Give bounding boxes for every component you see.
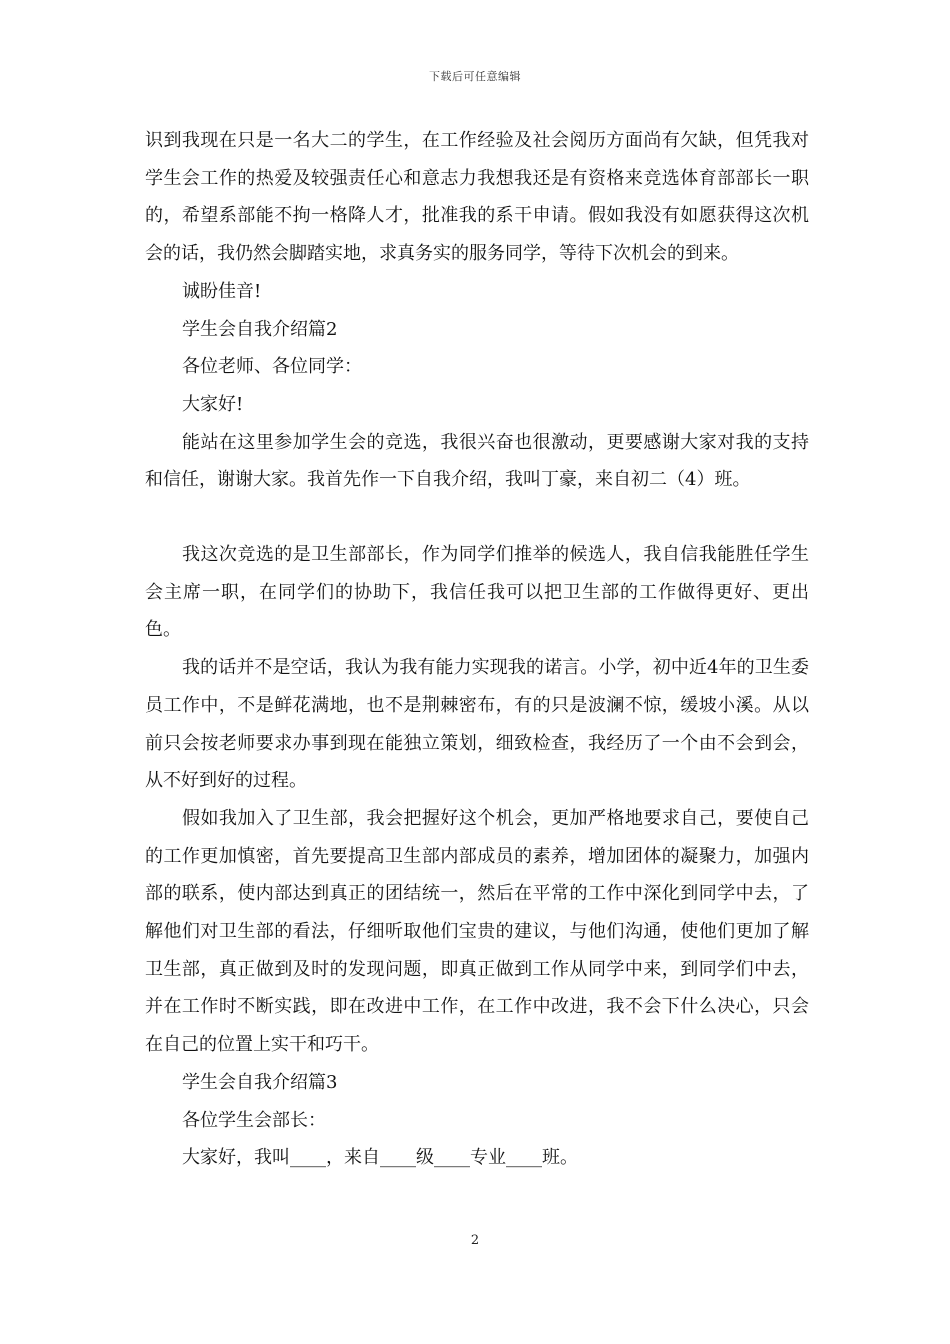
paragraph-candidacy: 我这次竞选的是卫生部部长，作为同学们推举的候选人，我自信我能胜任学生会主席一职，在同学们的协助下，我信任我可以把卫生部的工作做得更好、更出色。 bbox=[145, 544, 809, 641]
document-body bbox=[145, 122, 809, 1177]
greeting: 大家好! bbox=[182, 393, 244, 415]
section-heading-2: 学生会自我介绍篇2 bbox=[182, 318, 338, 340]
page-header: 下载后可任意编辑 bbox=[429, 70, 521, 83]
paragraph-continuation: 识到我现在只是一名大二的学生，在工作经验及社会阅历方面尚有欠缺，但凭我对学生会工作的热爱及较强责任心和意志力我想我还是有资格来竞选体育部部长一职的，希望系部能不拘一格降人才，批准我的系干申请。假如我没有如愿获得这次机会的话，我仍然会脚踏实地，求真务实的服务同学，等待下次机会的到来。 bbox=[145, 130, 809, 265]
paragraph-closing: 诚盼佳音! bbox=[182, 280, 262, 302]
paragraph-spacer bbox=[145, 499, 809, 536]
paragraph-experience: 我的话并不是空话，我认为我有能力实现我的诺言。小学，初中近4年的卫生委员工作中，不是鲜花满地，也不是荆棘密布，有的只是波澜不惊，缓坡小溪。从以前只会按老师要求办事到现在能独立策划，细致检查，我经历了一个由不会到会，从不好到好的过程。 bbox=[145, 657, 809, 792]
greeting-2: 大家好，我叫____，来自____级____专业____班。 bbox=[182, 1147, 578, 1169]
salutation: 各位老师、各位同学： bbox=[182, 356, 362, 378]
paragraph-intro: 能站在这里参加学生会的竞选，我很兴奋也很激动，更要感谢大家对我的支持和信任，谢谢大家。我首先作一下自我介绍，我叫丁豪，来自初二（4）班。 bbox=[145, 431, 809, 491]
salutation-2: 各位学生会部长： bbox=[182, 1109, 326, 1131]
section-heading-3: 学生会自我介绍篇3 bbox=[182, 1071, 338, 1093]
page-number: 2 bbox=[470, 1233, 480, 1248]
paragraph-plan: 假如我加入了卫生部，我会把握好这个机会，更加严格地要求自己，要使自己的工作更加慎密，首先要提高卫生部内部成员的素养，增加团体的凝聚力，加强内部的联系，使内部达到真正的团结统一，然后在平常的工作中深化到同学中去，了解他们对卫生部的看法，仔细听取他们宝贵的建议，与他们沟通，使他们更加了解卫生部，真正做到及时的发现问题，即真正做到工作从同学中来，到同学们中去，并在工作时不断实践，即在改进中工作，在工作中改进，我不会下什么决心，只会在自己的位置上实干和巧干。 bbox=[145, 807, 809, 1056]
